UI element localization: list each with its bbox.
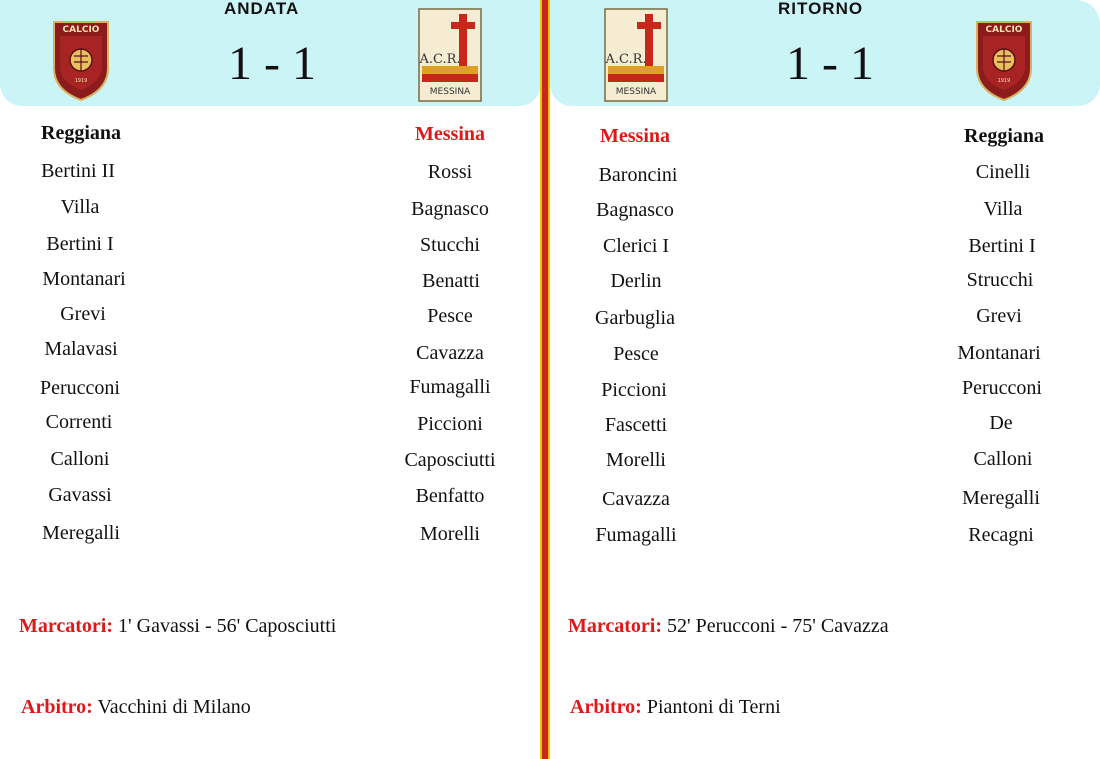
ritorno-home-player: Bagnasco [596,199,674,221]
andata-away-player: Piccioni [417,413,483,435]
arbitro-value: Vacchini di Milano [97,696,251,718]
andata-away-player: Bagnasco [411,198,489,220]
ritorno-home-player: Pesce [613,343,659,365]
andata-away-player: Benfatto [415,485,485,507]
messina-crest-andata [418,8,482,102]
ritorno-away-player: Strucchi [966,269,1034,291]
ritorno-section [550,0,1100,759]
ritorno-arbitro [570,696,781,719]
ritorno-away-player: Meregalli [962,487,1040,509]
arbitro-value: Piantoni di Terni [646,696,781,718]
andata-home-player: Villa [60,196,100,218]
andata-home-team: Reggiana [41,122,121,144]
ritorno-home-player: Baroncini [598,164,678,186]
ritorno-away-player: Calloni [973,448,1033,470]
andata-away-player: Cavazza [416,342,484,364]
andata-away-team: Messina [415,123,485,145]
andata-home-player: Bertini I [46,233,114,255]
marcatori-value: 1' Gavassi - 56' Caposciutti [118,615,337,637]
ritorno-home-player: Morelli [606,449,666,471]
arbitro-label: Arbitro: [570,696,642,718]
andata-home-player: Bertini II [41,160,115,182]
marcatori-label: Marcatori: [568,615,663,637]
andata-home-player: Grevi [60,303,106,325]
arbitro-label: Arbitro: [21,696,93,718]
andata-arbitro [21,696,251,719]
andata-home-player: Calloni [50,448,110,470]
svg-text:MESSINA: MESSINA [429,87,471,97]
ritorno-home-player: Derlin [610,270,662,292]
ritorno-away-player: Cinelli [975,161,1031,183]
messina-crest-ritorno [604,8,668,102]
andata-away-player: Caposciutti [404,449,496,471]
andata-marcatori [19,615,336,638]
svg-text:1919: 1919 [74,78,88,84]
ritorno-score: 1 - 1 [786,37,874,90]
marcatori-value: 52' Perucconi - 75' Cavazza [667,615,889,637]
andata-home-player: Montanari [42,268,126,290]
andata-section [0,0,545,759]
andata-score: 1 - 1 [228,37,316,90]
andata-home-player: Meregalli [42,522,120,544]
ritorno-banner [550,0,1100,106]
svg-text:MESSINA: MESSINA [615,87,657,97]
center-divider [540,0,550,759]
ritorno-away-player: Recagni [968,524,1034,546]
andata-home-player: Malavasi [44,338,118,360]
marcatori-label: Marcatori: [19,615,114,637]
reggiana-crest-ritorno [973,18,1035,102]
ritorno-home-player: Garbuglia [595,307,675,329]
ritorno-away-team: Reggiana [964,125,1044,147]
ritorno-marcatori [568,615,889,638]
andata-title: ANDATA [224,0,300,18]
ritorno-away-player: Montanari [957,342,1041,364]
svg-text:CALCIO: CALCIO [62,25,100,35]
ritorno-home-team: Messina [600,125,670,147]
ritorno-away-player: De [989,412,1013,434]
svg-text:A.C.R.: A.C.R. [605,52,647,67]
ritorno-away-player: Villa [983,198,1023,220]
andata-away-player: Benatti [422,270,480,292]
ritorno-home-player: Cavazza [602,488,670,510]
ritorno-away-player: Bertini I [968,235,1036,257]
reggiana-crest-andata [50,18,112,102]
andata-banner [0,0,541,106]
ritorno-away-player: Perucconi [962,377,1042,399]
andata-away-player: Stucchi [420,234,480,256]
andata-home-player: Gavassi [48,484,112,506]
andata-away-player: Fumagalli [409,376,491,398]
andata-away-player: Rossi [427,161,473,183]
ritorno-home-player: Piccioni [601,379,667,401]
ritorno-home-player: Clerici I [602,235,670,257]
svg-text:CALCIO: CALCIO [985,25,1023,35]
svg-text:1919: 1919 [997,78,1011,84]
ritorno-title: RITORNO [778,0,864,18]
ritorno-away-player: Grevi [976,305,1022,327]
andata-home-player: Perucconi [40,377,120,399]
andata-home-player: Correnti [45,411,113,433]
svg-text:A.C.R.: A.C.R. [419,52,461,67]
andata-away-player: Pesce [427,305,473,327]
andata-away-player: Morelli [420,523,480,545]
ritorno-home-player: Fascetti [604,414,668,436]
ritorno-home-player: Fumagalli [595,524,677,546]
